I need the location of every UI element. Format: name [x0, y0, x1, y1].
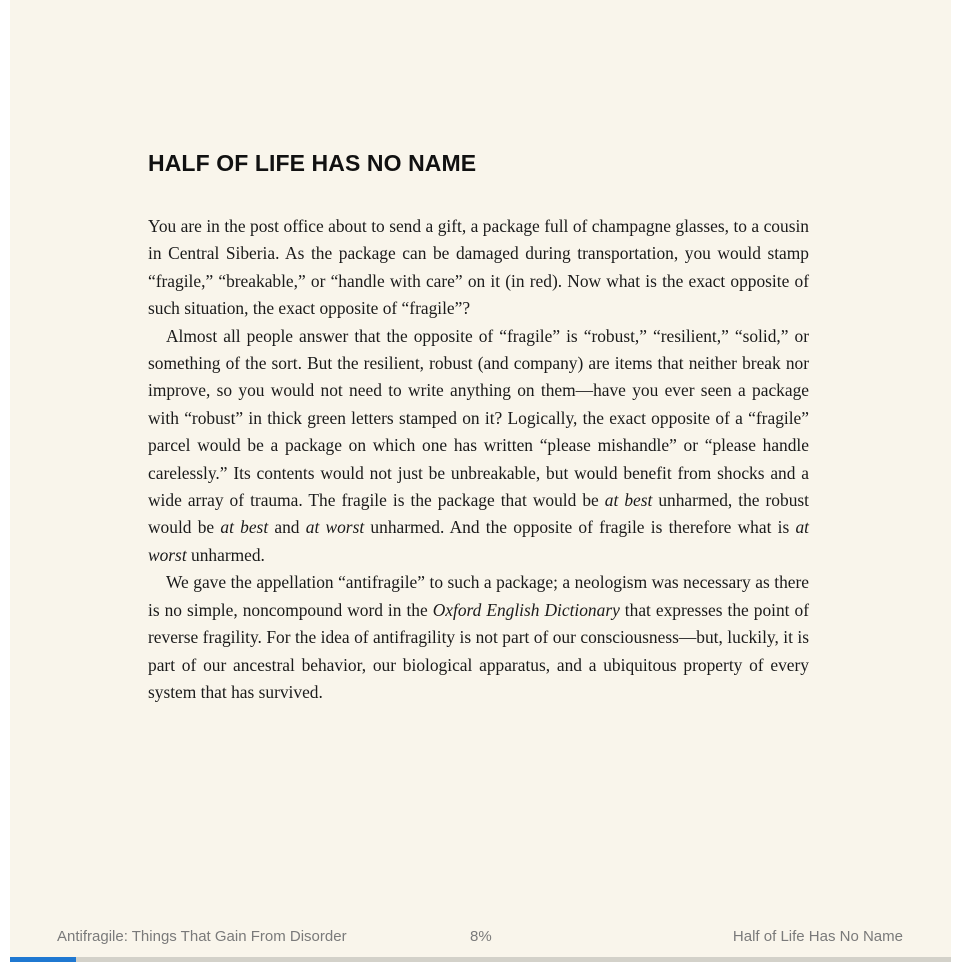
paragraph-1: You are in the post office about to send a gift, a package full of champagne glasses, to a cousin in Central Siberia. As the package can be damaged during transportation, you would stamp “fragile,” “breakable,” or “handle with care” on it (in red). Now what is the exact opposite of such situation, the exact opposite of “fragile”?: [148, 216, 809, 319]
paragraph-3: We gave the appellation “antifragile” to such a package; a neologism was necessary as there is no simple, noncompound word in the Oxford English Dictionary that expresses the point of reverse fragility. For the idea of antifragility is not part of our consciousness—but, luckily, it is part of our ancestral behavior, our biological apparatus, and a ubiquitous property of every system that has survived.: [148, 572, 809, 702]
paragraph-2: Almost all people answer that the opposite of “fragile” is “robust,” “resilient,” “solid,” or something of the sort. But the resilient, robust (and company) are items that neither break nor improve, so you would not need to write anything on them—have you ever seen a package with “robust” in thick green letters stamped on it? Logically, the exact opposite of a “fragile” parcel would be a package on which one has written “please mishandle” or “please handle carelessly.” Its contents would not just be unbreakable, but would benefit from shocks and a wide array of trauma. The fragile is the package that would be at best unharmed, the robust would be at best and at worst unharmed. And the opposite of fragile is therefore what is at worst unharmed.: [148, 325, 810, 565]
chapter-title: HALF OF LIFE HAS NO NAME: [148, 150, 477, 176]
italic-text: at worst: [148, 517, 810, 565]
footer-progress-percent: 8%: [470, 928, 492, 945]
reader-footer: [10, 926, 951, 948]
footer-chapter-name: Half of Life Has No Name: [732, 928, 903, 945]
page-content: [148, 150, 809, 706]
reading-progress-fill: [10, 957, 76, 962]
italic-text: at best: [604, 490, 653, 511]
footer-book-title: Antifragile: Things That Gain From Disorder: [57, 928, 347, 945]
reader-page[interactable]: [10, 0, 951, 962]
italic-text: at worst: [305, 517, 365, 538]
chapter-body: [148, 213, 809, 706]
italic-text: Oxford English Dictionary: [432, 599, 620, 620]
reading-progress-bar[interactable]: [10, 957, 951, 962]
italic-text: at best: [220, 517, 269, 538]
